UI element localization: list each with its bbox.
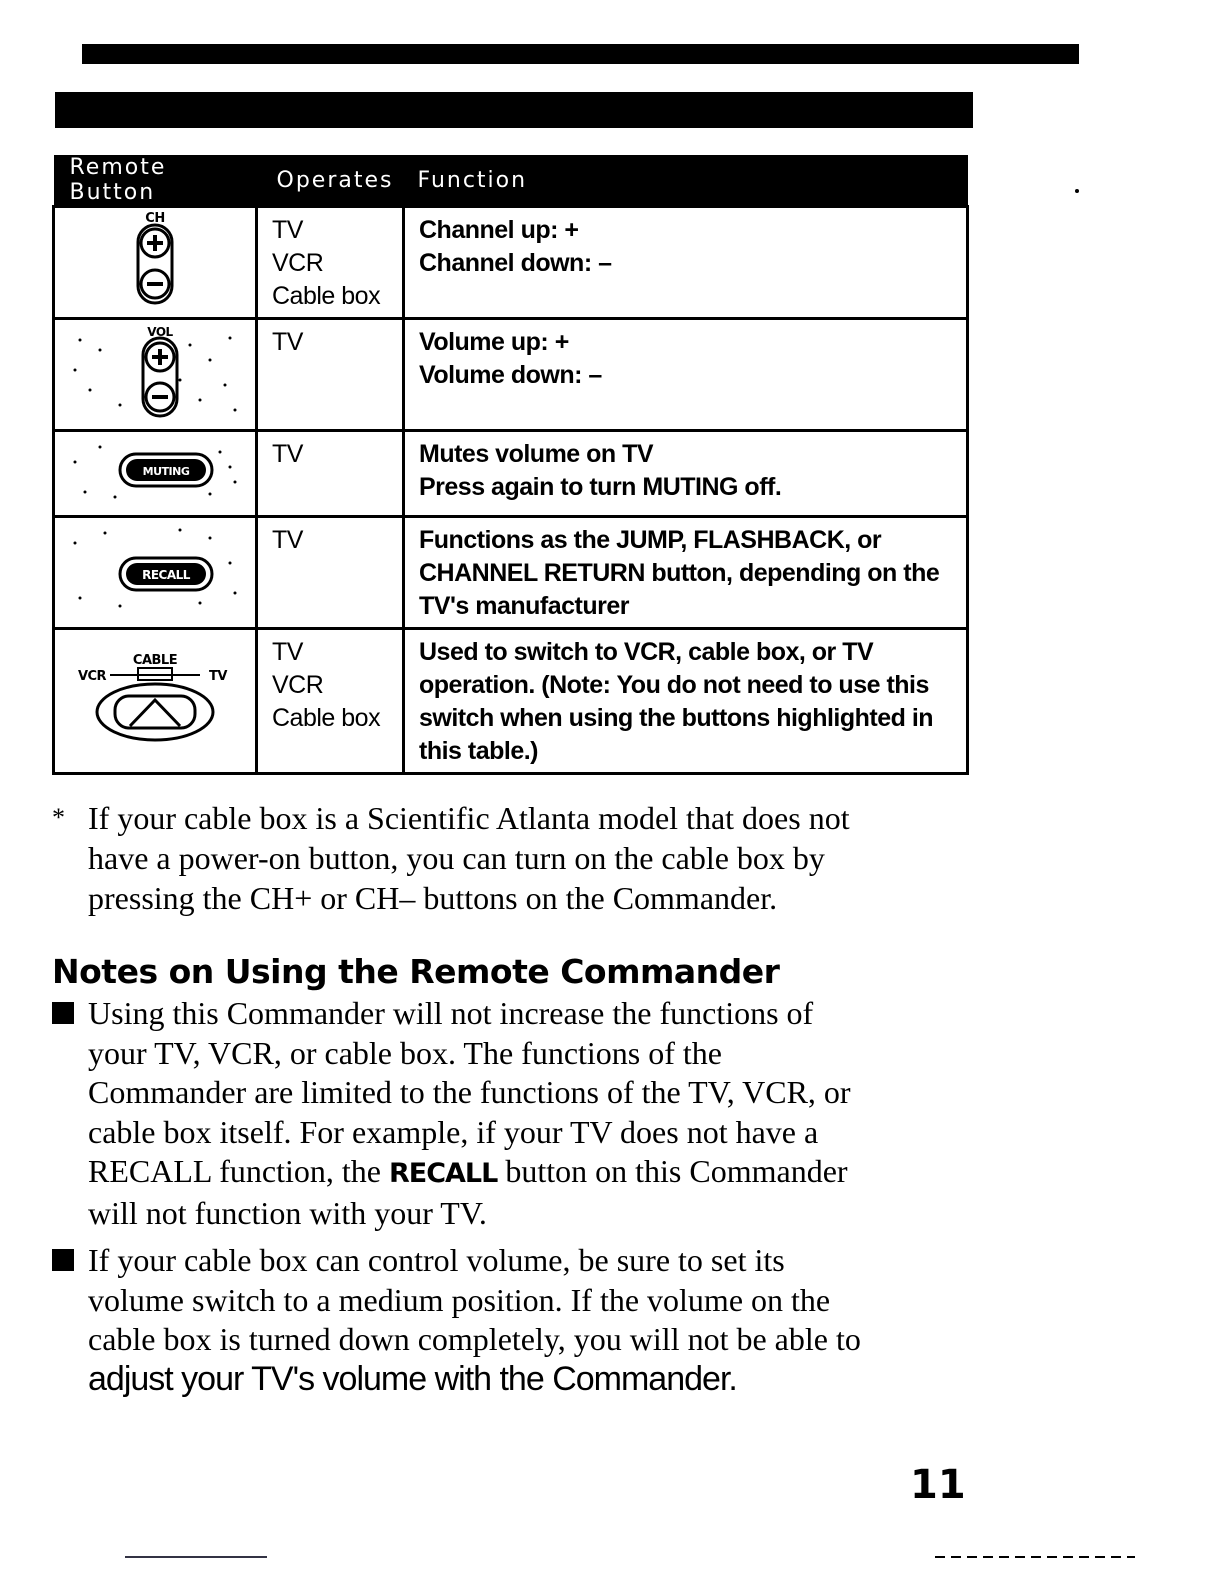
operates-cell — [257, 629, 404, 774]
function-line: Volume down: – — [419, 361, 602, 389]
function-line: Mutes volume on TV — [419, 440, 654, 468]
note-line: cable box is turned down completely, you will not be able to — [88, 1321, 861, 1357]
function-cell — [404, 431, 968, 517]
note-line: adjust your TV's volume with the Commander. — [88, 1359, 737, 1398]
header-function: Function — [404, 155, 968, 207]
bullet-square-icon — [52, 1002, 74, 1024]
function-line: TV's manufacturer — [419, 592, 630, 620]
table-row — [54, 319, 968, 431]
operates-cell — [257, 517, 404, 629]
function-line: Volume up: + — [419, 328, 569, 356]
table-row — [54, 629, 968, 774]
volume-up-down-buttons-icon — [54, 319, 257, 431]
function-line: operation. (Note: You do not need to use this — [419, 671, 929, 699]
page-number: 11 — [910, 1462, 966, 1508]
note-line: your TV, VCR, or cable box. The functions of the — [88, 1034, 722, 1071]
channel-up-down-buttons-icon — [54, 207, 257, 319]
function-line: Press again to turn MUTING off. — [419, 473, 782, 501]
footnote-line: pressing the CH+ or CH– buttons on the Commander. — [88, 880, 778, 916]
section-bar — [55, 92, 973, 128]
operates-cell — [257, 319, 404, 431]
recall-bold: RECALL — [388, 1158, 498, 1189]
operates-cell — [257, 431, 404, 517]
footnote-marker: * — [52, 803, 65, 832]
tv-label: TV — [209, 668, 227, 684]
footnote — [52, 798, 952, 918]
stray-dot — [1075, 189, 1079, 193]
footnote-line: If your cable box is a Scientific Atlanta model that does not — [88, 800, 850, 836]
function-cell — [404, 207, 968, 319]
muting-button-icon — [54, 431, 257, 517]
vol-label: VOL — [147, 325, 173, 339]
header-operates: Operates — [257, 155, 404, 207]
operates-item: TV — [272, 440, 303, 468]
function-line: Functions as the JUMP, FLASHBACK, or — [419, 526, 882, 554]
note-line: Commander are limited to the functions of the TV, VCR, or — [88, 1074, 851, 1110]
recall-label: RECALL — [142, 568, 190, 582]
note-item — [52, 1241, 962, 1399]
function-cell — [404, 517, 968, 629]
note-line: If your cable box can control volume, be sure to set its — [88, 1242, 785, 1278]
operates-cell — [257, 207, 404, 319]
recall-button-icon — [54, 517, 257, 629]
footnote-line: have a power-on button, you can turn on the cable box by — [88, 840, 825, 876]
remote-buttons-table — [52, 155, 969, 775]
operates-item: Cable box — [272, 704, 381, 732]
bullet-square-icon — [52, 1249, 74, 1271]
table-header-row — [54, 155, 968, 207]
table-row — [54, 517, 968, 629]
top-rule — [82, 44, 1079, 64]
function-cell — [404, 319, 968, 431]
cable-label: CABLE — [132, 652, 178, 668]
operates-item: TV — [272, 638, 303, 666]
bottom-rule — [125, 1556, 267, 1558]
note-line: volume switch to a medium position. If the volume on the — [88, 1281, 831, 1318]
function-line: Channel down: – — [419, 249, 612, 277]
function-line: this table.) — [419, 737, 539, 765]
function-line: Used to switch to VCR, cable box, or TV — [419, 638, 874, 666]
operates-item: TV — [272, 328, 303, 356]
operates-item: Cable box — [272, 282, 381, 310]
table-row — [54, 207, 968, 319]
operates-item: VCR — [272, 249, 324, 277]
ch-label: CH — [145, 211, 165, 226]
function-cell — [404, 629, 968, 774]
table-row — [54, 431, 968, 517]
muting-label: MUTING — [142, 465, 190, 478]
note-line: cable box itself. For example, if your TV does not have a — [88, 1113, 819, 1150]
note-text: RECALL function, the — [88, 1153, 389, 1189]
mode-switch-icon — [54, 629, 257, 774]
note-line — [88, 1152, 962, 1194]
operates-item: TV — [272, 526, 303, 554]
vcr-label: VCR — [77, 668, 107, 684]
function-line: switch when using the buttons highlighted in — [419, 704, 934, 732]
function-line: Channel up: + — [419, 216, 579, 244]
note-line: will not function with your TV. — [88, 1194, 487, 1231]
bottom-dashed-rule — [935, 1556, 1135, 1558]
header-remote-button: Remote Button — [54, 155, 257, 207]
notes-heading: Notes on Using the Remote Commander — [52, 952, 780, 991]
note-line: Using this Commander will not increase the functions of — [88, 995, 814, 1031]
function-line: CHANNEL RETURN button, depending on the — [419, 559, 940, 587]
operates-item: TV — [272, 216, 303, 244]
note-text: button on this Commander — [497, 1153, 848, 1189]
operates-item: VCR — [272, 671, 324, 699]
note-item — [52, 994, 962, 1233]
